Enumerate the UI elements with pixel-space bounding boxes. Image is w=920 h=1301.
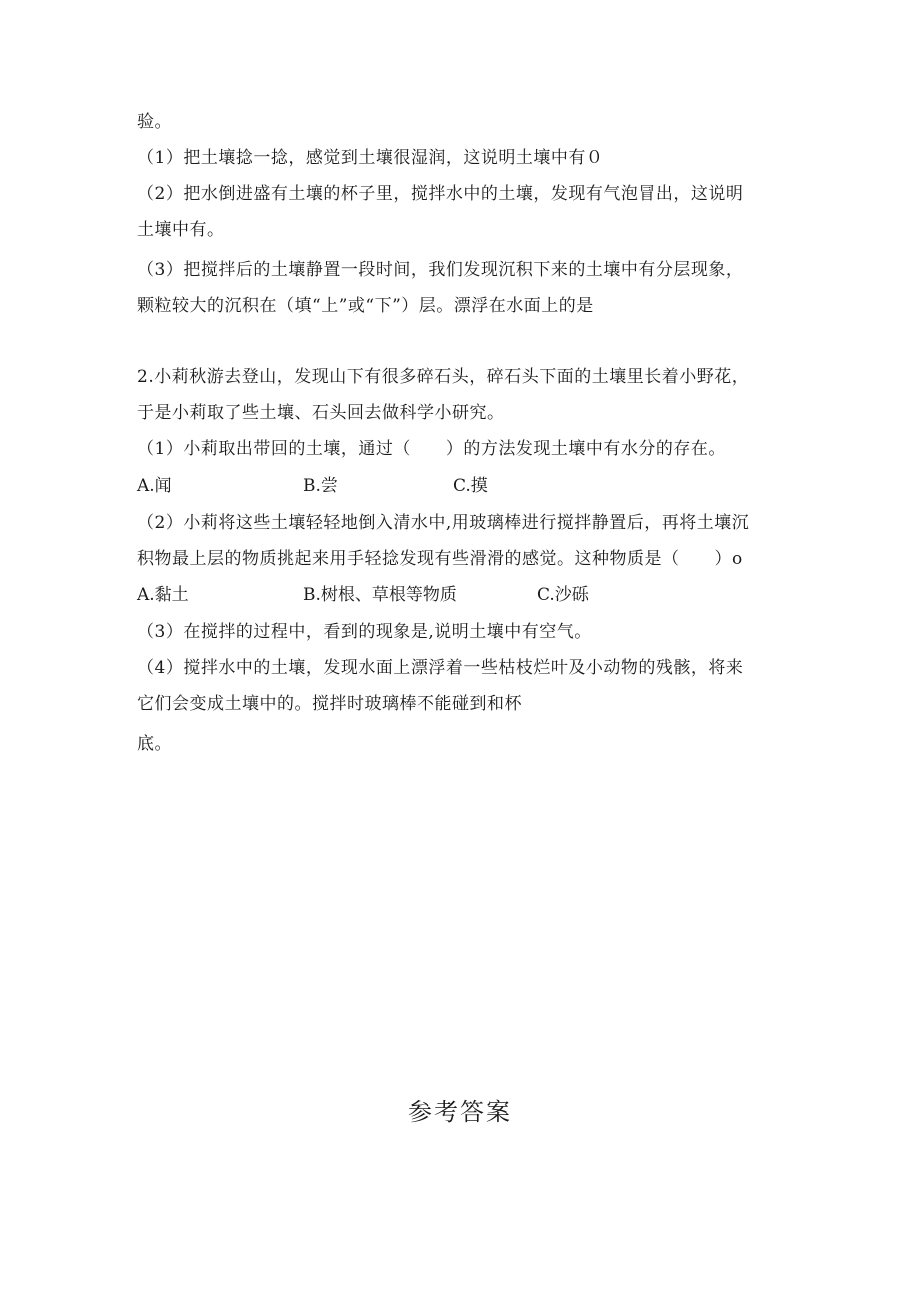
q2-stem-line-2: 于是小莉取了些土壤、石头回去做科学小研究。: [137, 403, 505, 423]
q1-line-4: 土壤中有。: [137, 220, 225, 240]
q1-line-2: （1）把土壤捻一捻，感觉到土壤很湿润，这说明土壤中有０: [137, 148, 604, 168]
q1-line-6: 颗粒较大的沉积在（填“上”或“下”）层。漂浮在水面上的是: [137, 296, 594, 316]
q2-sub2-line-1: （2）小莉将这些土壤轻轻地倒入清水中,用玻璃棒进行搅拌静置后，再将土壤沉: [137, 513, 750, 533]
q1-line-3: （2）把水倒进盛有土壤的杯子里，搅拌水中的土壤，发现有气泡冒出，这说明: [137, 184, 744, 204]
q2-sub1-option-b: B.尝: [303, 476, 338, 496]
q2-sub2-option-c: C.沙砾: [537, 585, 589, 605]
q1-line-5: （3）把搅拌后的土壤静置一段时间，我们发现沉积下来的土壤中有分层现象，: [137, 260, 744, 280]
q1-line-1: 验。: [137, 112, 172, 132]
q2-sub2-line-2: 积物最上层的物质挑起来用手轻捻发现有些滑滑的感觉。这种物质是（ ）o: [137, 549, 743, 569]
q2-sub4-line-3: 底。: [137, 734, 172, 754]
q2-sub1-option-a: A.闻: [137, 476, 172, 496]
q2-sub4-line-1: （4）搅拌水中的土壤，发现水面上漂浮着一些枯枝烂叶及小动物的残骸，将来: [137, 658, 744, 678]
q2-sub1-option-c: C.摸: [453, 476, 488, 496]
q2-stem-line-1: 2.小莉秋游去登山，发现山下有很多碎石头，碎石头下面的土壤里长着小野花，: [137, 367, 750, 387]
q2-sub2-option-a: A.黏土: [137, 585, 189, 605]
q2-sub2-option-b: B.树根、草根等物质: [303, 585, 457, 605]
q2-sub1: （1）小莉取出带回的土壤，通过（ ）的方法发现土壤中有水分的存在。: [137, 439, 726, 459]
q2-sub3: （3）在搅拌的过程中，看到的现象是,说明土壤中有空气。: [137, 622, 592, 642]
q2-sub4-line-2: 它们会变成土壤中的。搅拌时玻璃棒不能碰到和杯: [137, 694, 522, 714]
answer-title: 参考答案: [408, 1098, 512, 1126]
